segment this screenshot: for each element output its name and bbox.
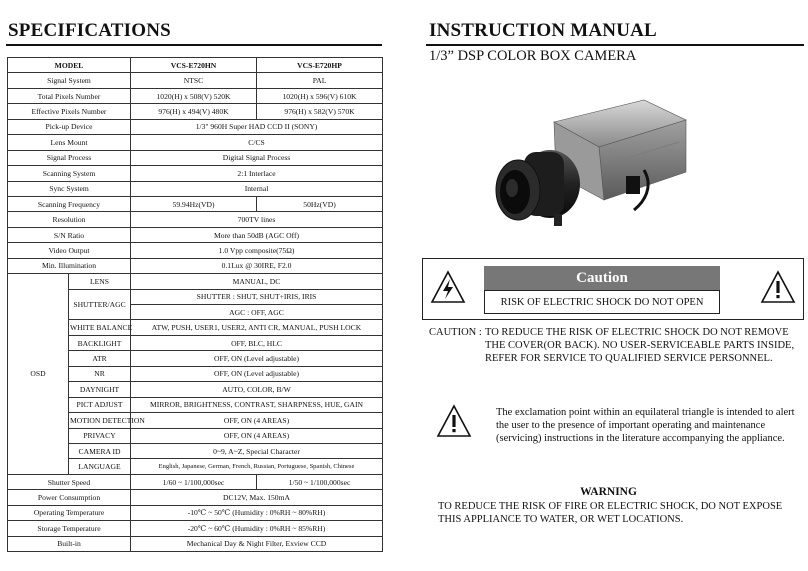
spec-label-cell: Sync System [8,181,131,196]
spec-value-cell: MANUAL, DC [131,274,383,289]
spec-label-cell: Operating Temperature [8,505,131,520]
table-row [8,166,383,181]
spec-label-cell: ATR [69,351,131,366]
spec-value-cell: 0~9, A~Z, Special Character [131,443,383,458]
manual-subtitle: 1/3” DSP COLOR BOX CAMERA [429,48,637,64]
spec-value-cell: 1/3" 960H Super HAD CCD II (SONY) [131,119,383,134]
spec-label-cell: WHITE BALANCE [69,320,131,335]
spec-value-cell: C/CS [131,135,383,150]
table-row [8,104,383,119]
caution-label: CAUTION : [429,327,482,338]
header-cell: MODEL [8,58,131,73]
caution-body: TO REDUCE THE RISK OF ELECTRIC SHOCK DO NOT REMOVE THE COVER(OR BACK). NO USER-SERVICEABLE PARTS INSIDE, REFER FOR SERVICE TO QUALIFIED SERVICE PERSONNEL. [485,327,795,364]
table-row [8,536,383,551]
spec-label-cell: LENS [69,274,131,289]
spec-label-cell: BACKLIGHT [69,335,131,350]
table-row [8,135,383,150]
spec-value-cell: MIRROR, BRIGHTNESS, CONTRAST, SHARPNESS, HUE, GAIN [131,397,383,412]
spec-value-cell: 1020(H) x 508(V) 520K [131,88,257,103]
specifications-table [7,57,383,552]
table-row [8,196,383,211]
spec-label-cell: Effective Pixels Number [8,104,131,119]
spec-label-cell: Scanning System [8,166,131,181]
spec-label-cell: PICT ADJUST [69,397,131,412]
exclamation-warning-icon [436,404,472,438]
spec-value-cell: ATW, PUSH, USER1, USER2, ANTI CR, MANUAL, PUSH LOCK [131,320,383,335]
spec-value-cell: AUTO, COLOR, B/W [131,382,383,397]
warning-heading: WARNING [580,486,637,498]
spec-value-cell: Mechanical Day & Night Filter, Exview CCD [131,536,383,551]
spec-label-cell: S/N Ratio [8,227,131,242]
spec-value-cell: OFF, ON (Level adjustable) [131,351,383,366]
specifications-title: SPECIFICATIONS [8,20,171,41]
table-row [8,521,383,536]
warning-text: TO REDUCE THE RISK OF FIRE OR ELECTRIC SHOCK, DO NOT EXPOSE THIS APPLIANCE TO WATER, OR WET LOCATIONS. [438,501,783,525]
spec-label-cell: Built-in [8,536,131,551]
spec-value-cell: 0.1Lux @ 30IRE, F2.0 [131,258,383,273]
spec-label-cell: LANGUAGE [69,459,131,474]
spec-value-cell: PAL [257,73,383,88]
spec-value-cell: OFF, ON (4 AREAS) [131,428,383,443]
caution-notice: RISK OF ELECTRIC SHOCK DO NOT OPEN [484,290,720,314]
title-rule-right [426,44,804,46]
lightning-warning-icon [430,270,466,304]
spec-value-cell: 1.0 Vpp composite(75Ω) [131,243,383,258]
osd-group-label: OSD [8,274,69,475]
spec-value-cell: 976(H) x 582(V) 570K [257,104,383,119]
table-row [8,243,383,258]
table-row [8,212,383,227]
title-rule-left [6,44,382,46]
spec-label-cell: Total Pixels Number [8,88,131,103]
table-row [8,274,383,289]
spec-value-cell: -10℃ ~ 50℃ (Humidity : 0%RH ~ 80%RH) [131,505,383,520]
table-row [8,181,383,196]
table-row [8,227,383,242]
spec-value-cell: English, Japanese, German, French, Russian, Portuguese, Spanish, Chinese [131,459,383,474]
exclamation-warning-icon [760,270,796,304]
spec-value-cell: OFF, ON (Level adjustable) [131,366,383,381]
spec-label-cell: CAMERA ID [69,443,131,458]
spec-value-cell: SHUTTER : SHUT, SHUT+IRIS, IRIS [131,289,383,304]
spec-value-cell: NTSC [131,73,257,88]
spec-value-cell: -20℃ ~ 60℃ (Humidity : 0%RH ~ 85%RH) [131,521,383,536]
header-cell: VCS-E720HN [131,58,257,73]
spec-value-cell: OFF, ON (4 AREAS) [131,413,383,428]
spec-value-cell: 2:1 Interlace [131,166,383,181]
spec-label-cell: Storage Temperature [8,521,131,536]
table-row [8,150,383,165]
spec-value-cell: Internal [131,181,383,196]
spec-label-cell: PRIVACY [69,428,131,443]
table-row [8,505,383,520]
table-row [8,474,383,489]
spec-label-cell: DAYNIGHT [69,382,131,397]
spec-value-cell: 1/60 ~ 1/100,000sec [131,474,257,489]
exclamation-explanation: The exclamation point within an equilateral triangle is intended to alert the user to the presence of important operating and maintenance (servicing) instructions in the literature accompanying the appliance. [496,407,795,444]
spec-value-cell: 50Hz(VD) [257,196,383,211]
table-row [8,58,383,73]
spec-value-cell: AGC : OFF, AGC [131,305,383,320]
spec-label-cell: NR [69,366,131,381]
spec-label-cell: Shutter Speed [8,474,131,489]
caution-heading: Caution [484,266,720,290]
spec-value-cell: 1020(H) x 596(V) 610K [257,88,383,103]
spec-label-cell: Video Output [8,243,131,258]
spec-value-cell: DC12V, Max. 150mA [131,490,383,505]
spec-label-cell: Lens Mount [8,135,131,150]
table-row [8,258,383,273]
spec-value-cell: More than 50dB (AGC Off) [131,227,383,242]
spec-value-cell: 700TV lines [131,212,383,227]
spec-value-cell: Digital Signal Process [131,150,383,165]
spec-label-cell: Scanning Frequency [8,196,131,211]
spec-label-cell: Min. Illumination [8,258,131,273]
spec-label-cell: SHUTTER/AGC [69,289,131,320]
spec-value-cell: 1/50 ~ 1/100,000sec [257,474,383,489]
spec-label-cell: Resolution [8,212,131,227]
table-row [8,88,383,103]
table-row [8,119,383,134]
spec-value-cell: OFF, BLC, HLC [131,335,383,350]
spec-value-cell: 976(H) x 494(V) 480K [131,104,257,119]
manual-title: INSTRUCTION MANUAL [429,20,657,41]
spec-label-cell: Signal System [8,73,131,88]
spec-label-cell: MOTION DETECTION [69,413,131,428]
table-row [8,490,383,505]
spec-label-cell: Power Consumption [8,490,131,505]
camera-image [494,92,689,232]
spec-label-cell: Pick-up Device [8,119,131,134]
table-row [8,73,383,88]
spec-label-cell: Signal Process [8,150,131,165]
header-cell: VCS-E720HP [257,58,383,73]
spec-value-cell: 59.94Hz(VD) [131,196,257,211]
